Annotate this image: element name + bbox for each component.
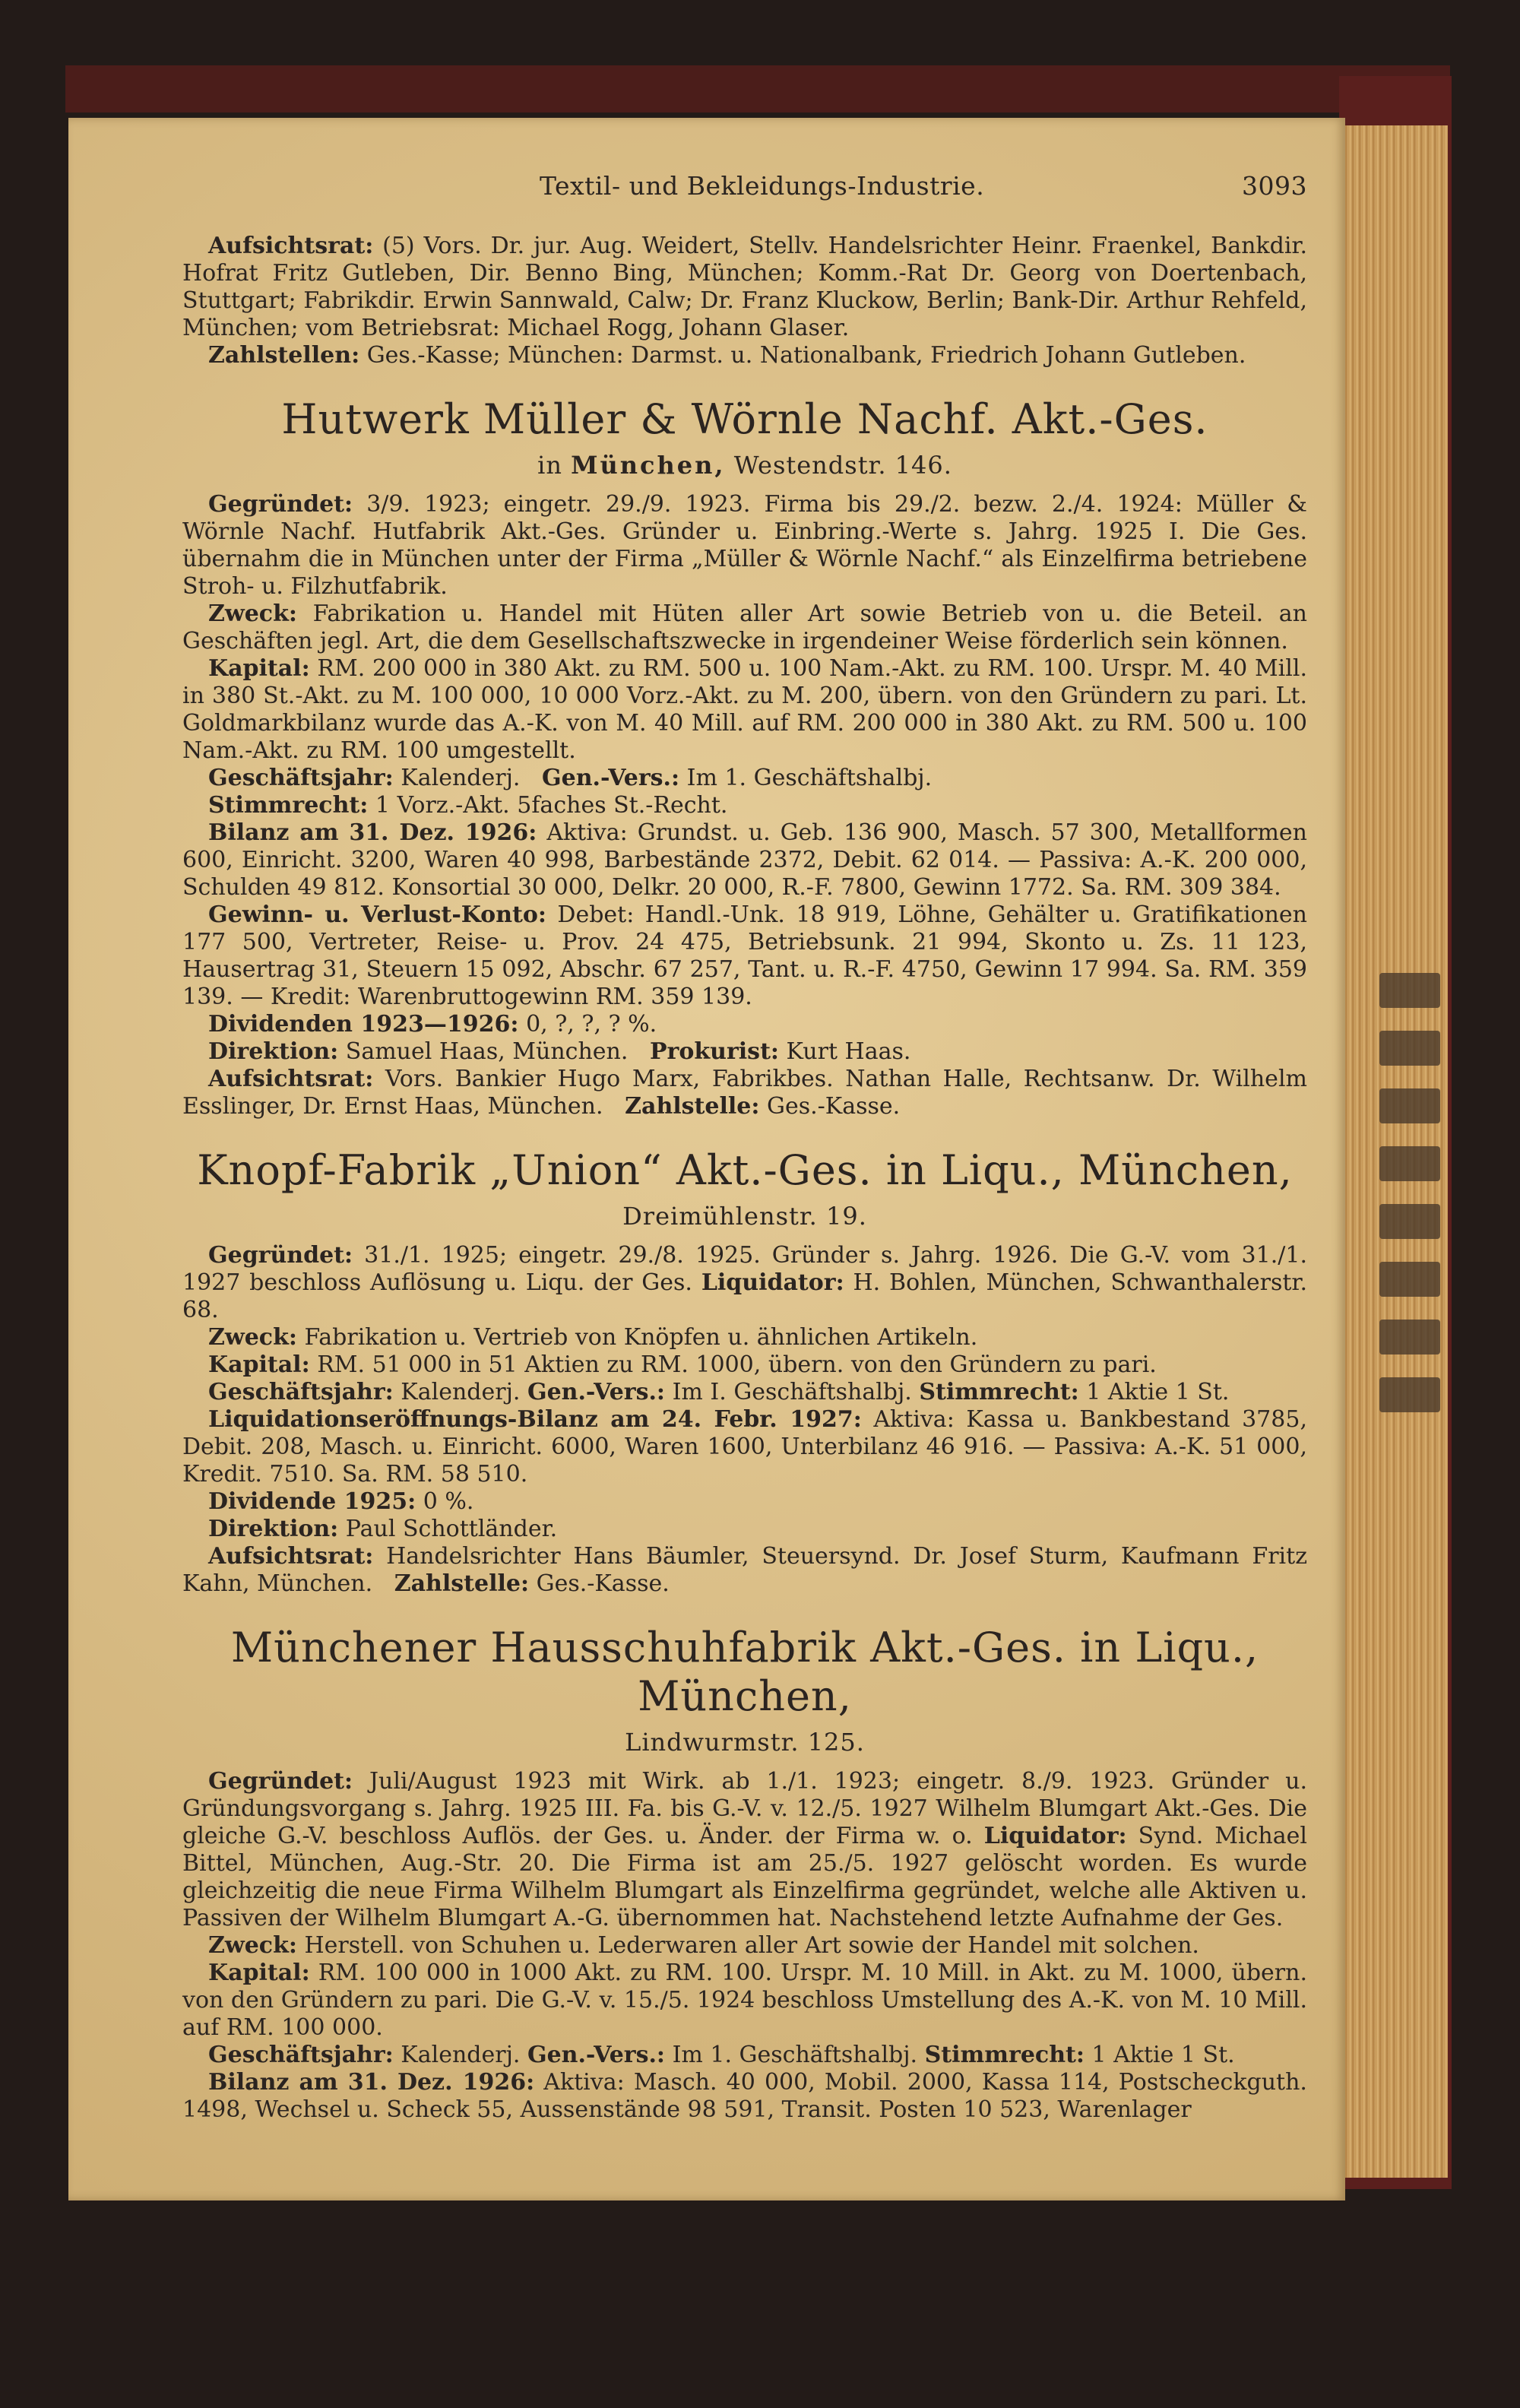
field-text: Fabrikation u. Vertrieb von Knöpfen u. ähnlichen Artikeln. <box>304 1324 978 1351</box>
field-label: Zweck: <box>208 1324 297 1351</box>
geschaeftsjahr-para <box>182 765 1307 792</box>
field-text: 0 %. <box>423 1488 474 1515</box>
field-label: Dividende 1925: <box>208 1488 416 1515</box>
field-text: Kurt Haas. <box>786 1038 911 1065</box>
company-address: Dreimühlenstr. 19. <box>622 1202 867 1231</box>
aufsichtsrat-para <box>182 1066 1307 1120</box>
zweck-para <box>182 1932 1307 1960</box>
entry-hutwerk <box>182 395 1307 1120</box>
field-label: Stimmrecht: <box>208 792 369 819</box>
field-text: 1 Aktie 1 St. <box>1086 1379 1230 1405</box>
company-heading: Münchener Hausschuhfabrik Akt.-Ges. in Liqu., München, <box>230 1624 1259 1720</box>
zahlstellen-para <box>182 342 1307 369</box>
field-text: RM. 200 000 in 380 Akt. zu RM. 500 u. 100 Nam.-Akt. zu RM. 100. Urspr. M. 40 Mill. in 380 St.-Akt. zu M. 100 000, 10 000 Vorz.-Akt. zu M. 200, übern. von den Gründern zu pari. Lt. Goldmarkbilanz wurde das A.-K. von M. 40 Mill. auf RM. 200 000 in 380 Akt. zu RM. 500 u. 100 Nam.-Akt. zu RM. 100 umgestellt. <box>182 655 1308 764</box>
field-label: Zahlstellen: <box>208 342 360 369</box>
field-label: Zweck: <box>208 1932 297 1959</box>
field-text: 3/9. 1923; eingetr. 29./9. 1923. Firma bis 29./2. bezw. 2./4. 1924: Müller & Wörnle Nachf. Hutfabrik Akt.-Ges. Gründer u. Einbring.-Werte s. Jahrg. 1925 I. Die Ges. übernahm die in München unter der Firma „Müller & Wörnle Nachf.“ als Einzelfirma betriebene Stroh- u. Filzhutfabrik. <box>182 491 1307 600</box>
field-text: Herstell. von Schuhen u. Lederwaren aller Art sowie der Handel mit solchen. <box>304 1932 1199 1959</box>
aufsichtsrat-para <box>182 1543 1307 1598</box>
field-label: Bilanz am 31. Dez. 1926: <box>208 2069 535 2096</box>
field-label: Geschäftsjahr: <box>208 1379 394 1405</box>
field-label: Zweck: <box>208 600 297 627</box>
book-page <box>68 118 1345 2200</box>
field-label: Direktion: <box>208 1516 339 1542</box>
field-label: Zahlstelle: <box>625 1093 760 1120</box>
field-label: Geschäftsjahr: <box>208 765 394 791</box>
company-location <box>182 450 1307 480</box>
field-label: Gegründet: <box>208 1242 353 1269</box>
field-text: Handelsrichter Hans Bäumler, Steuersynd. Dr. Josef Sturm, Kaufmann Fritz Kahn, München. <box>182 1543 1307 1597</box>
field-label: Bilanz am 31. Dez. 1926: <box>208 819 537 846</box>
field-label: Prokurist: <box>650 1038 779 1065</box>
kapital-para <box>182 1960 1307 2042</box>
field-text: Im 1. Geschäftshalbj. <box>686 765 933 791</box>
gegruendet-para <box>182 1242 1307 1324</box>
kapital-para <box>182 655 1307 765</box>
field-text: Kalenderj. <box>401 765 521 791</box>
field-text: RM. 100 000 in 1000 Akt. zu RM. 100. Urspr. M. 10 Mill. in Akt. zu M. 1000, übern. von den Gründern zu pari. Die G.-V. v. 15./5. 1924 beschloss Umstellung des A.-K. von M. 10 Mill. auf RM. 100 000. <box>182 1960 1307 2041</box>
direktion-para <box>182 1038 1307 1066</box>
aufsichtsrat-para <box>182 233 1307 342</box>
location-city: München, <box>571 451 726 480</box>
field-label: Kapital: <box>208 655 310 682</box>
field-text: 31./1. 1925; eingetr. 29./8. 1925. Gründer s. Jahrg. 1926. Die G.-V. vom 31./1. 1927 beschloss Auflösung u. Liqu. der Ges. <box>182 1242 1307 1296</box>
field-label: Gen.-Vers.: <box>527 1379 666 1405</box>
field-label: Gegründet: <box>208 1768 353 1795</box>
field-label: Stimmrecht: <box>924 2042 1085 2068</box>
entry-knopf-fabrik <box>182 1146 1307 1598</box>
field-text: Debet: Handl.-Unk. 18 919, Löhne, Gehälter u. Gratifikationen 177 500, Vertreter, Reise- u. Prov. 24 475, Betriebsunk. 21 994, Skonto u. Zs. 11 123, Hausertrag 31, Steuern 15 092, Abschr. 67 257, Tant. u. R.-F. 4750, Gewinn 17 994. Sa. RM. 359 139. — Kredit: Warenbruttogewinn RM. 359 139. <box>182 901 1307 1010</box>
field-text: Ges.-Kasse. <box>536 1570 670 1597</box>
field-label: Kapital: <box>208 1351 310 1378</box>
entry-continuation <box>182 233 1307 369</box>
field-label: Aufsichtsrat: <box>208 233 374 259</box>
gegruendet-para <box>182 491 1307 600</box>
field-text: 1 Aktie 1 St. <box>1091 2042 1235 2068</box>
geschaeftsjahr-para <box>182 2042 1307 2069</box>
field-label: Gen.-Vers.: <box>527 2042 666 2068</box>
field-label: Liquidator: <box>701 1269 844 1296</box>
field-text: Vors. Bankier Hugo Marx, Fabrikbes. Nathan Halle, Rechtsanw. Dr. Wilhelm Esslinger, Dr. Ernst Haas, München. <box>182 1066 1307 1120</box>
gegruendet-para <box>182 1768 1307 1932</box>
field-label: Kapital: <box>208 1960 310 1986</box>
field-label: Direktion: <box>208 1038 339 1065</box>
field-text: 0, ?, ?, ? %. <box>526 1011 657 1038</box>
field-text: Aktiva: Grundst. u. Geb. 136 900, Masch. 57 300, Metallformen 600, Einricht. 3200, Waren 40 998, Barbestände 2372, Debit. 62 014. — Passiva: A.-K. 200 000, Schulden 49 812. Konsortial 30 000, Delkr. 20 000, R.-F. 7800, Gewinn 1772. Sa. RM. 309 384. <box>182 819 1307 901</box>
dividende-para <box>182 1488 1307 1516</box>
company-address: Lindwurmstr. 125. <box>625 1728 865 1757</box>
page-number: 3093 <box>1242 171 1307 201</box>
field-text: Samuel Haas, München. <box>345 1038 629 1065</box>
field-text: RM. 51 000 in 51 Aktien zu RM. 1000, übern. von den Gründern zu pari. <box>317 1351 1157 1378</box>
zweck-para <box>182 1324 1307 1351</box>
page-content <box>182 171 1307 2124</box>
company-heading: Knopf-Fabrik „Union“ Akt.-Ges. in Liqu., München, <box>197 1146 1293 1194</box>
field-label: Stimmrecht: <box>919 1379 1079 1405</box>
field-label: Gegründet: <box>208 491 353 518</box>
company-heading: Hutwerk Müller & Wörnle Nachf. Akt.-Ges. <box>281 395 1208 443</box>
field-label: Geschäftsjahr: <box>208 2042 394 2068</box>
field-text: Synd. Michael Bittel, München, Aug.-Str. 20. Die Firma ist am 25./5. 1927 gelöscht worden. Es wurde gleichzeitig die neue Firma Wilhelm Blumgart als Einzelfirma gegründet, welche alle Aktiven u. Passiven der Wilhelm Blumgart A.-G. übernommen hat. Nachstehend letzte Aufnahme der Ges. <box>182 1823 1307 1931</box>
stimmrecht-para <box>182 792 1307 819</box>
entry-hausschuhfabrik <box>182 1624 1307 2124</box>
field-text: H. Bohlen, München, Schwanthalerstr. 68. <box>182 1269 1307 1323</box>
field-text: Ges.-Kasse; München: Darmst. u. Nationalbank, Friedrich Johann Gutleben. <box>366 342 1246 369</box>
field-text: Juli/August 1923 mit Wirk. ab 1./1. 1923; eingetr. 8./9. 1923. Gründer u. Gründungsvorgang s. Jahrg. 1925 III. Fa. bis G.-V. v. 12./5. 1927 Wilhelm Blumgart Akt.-Ges. Die gleiche G.-V. beschloss Auflös. der Ges. u. Änder. der Firma w. o. <box>182 1768 1307 1849</box>
field-label: Zahlstelle: <box>394 1570 530 1597</box>
geschaeftsjahr-para <box>182 1379 1307 1406</box>
field-label: Liquidator: <box>983 1823 1127 1849</box>
zweck-para <box>182 600 1307 655</box>
field-label: Gewinn- u. Verlust-Konto: <box>208 901 546 928</box>
field-label: Gen.-Vers.: <box>542 765 680 791</box>
field-label: Aufsichtsrat: <box>208 1066 374 1092</box>
field-text: Kalenderj. <box>401 1379 521 1405</box>
field-text: Im I. Geschäftshalbj. <box>672 1379 912 1405</box>
field-text: Im 1. Geschäftshalbj. <box>672 2042 918 2068</box>
location-prefix: in <box>537 451 562 480</box>
field-text: Ges.-Kasse. <box>767 1093 901 1120</box>
page-edge-stamp <box>1379 973 1440 1435</box>
field-text: Aktiva: Masch. 40 000, Mobil. 2000, Kassa 114, Postscheckguth. 1498, Wechsel u. Scheck 55, Aussenstände 98 591, Transit. Posten 10 523, Warenlager <box>182 2069 1307 2123</box>
field-text: Fabrikation u. Handel mit Hüten aller Art sowie Betrieb von u. die Beteil. an Geschäften jegl. Art, die dem Gesellschaftszwecke in irgendeiner Weise förderlich sein können. <box>182 600 1307 654</box>
bilanz-para <box>182 819 1307 901</box>
header-title: Textil- und Bekleidungs-Industrie. <box>540 171 985 201</box>
field-text: (5) Vors. Dr. jur. Aug. Weidert, Stellv. Handelsrichter Heinr. Fraenkel, Bankdir. Hofrat Fritz Gutleben, Dir. Benno Bing, München; Komm.-Rat Dr. Georg von Doertenbach, Stuttgart; Fabrikdir. Erwin Sannwald, Calw; Dr. Franz Kluckow, Berlin; Bank-Dir. Arthur Rehfeld, München; vom Betriebsrat: Michael Rogg, Johann Glaser. <box>182 233 1307 341</box>
guv-para <box>182 901 1307 1011</box>
field-text: Aktiva: Kassa u. Bankbestand 3785, Debit. 208, Masch. u. Einricht. 6000, Waren 1600, Unterbilanz 46 916. — Passiva: A.-K. 51 000, Kredit. 7510. Sa. RM. 58 510. <box>182 1406 1307 1488</box>
kapital-para <box>182 1351 1307 1379</box>
bilanz-para <box>182 1406 1307 1488</box>
field-text: 1 Vorz.-Akt. 5faches St.-Recht. <box>375 792 728 819</box>
field-label: Liquidationseröffnungs-Bilanz am 24. Febr. 1927: <box>208 1406 862 1433</box>
field-text: Paul Schottländer. <box>345 1516 558 1542</box>
dividenden-para <box>182 1011 1307 1038</box>
book-binding-top <box>65 65 1450 112</box>
direktion-para <box>182 1516 1307 1543</box>
location-address: Westendstr. 146. <box>733 451 952 480</box>
field-text: Kalenderj. <box>401 2042 521 2068</box>
bilanz-para <box>182 2069 1307 2124</box>
field-label: Dividenden 1923—1926: <box>208 1011 519 1038</box>
running-header <box>236 171 1307 201</box>
field-label: Aufsichtsrat: <box>208 1543 374 1570</box>
